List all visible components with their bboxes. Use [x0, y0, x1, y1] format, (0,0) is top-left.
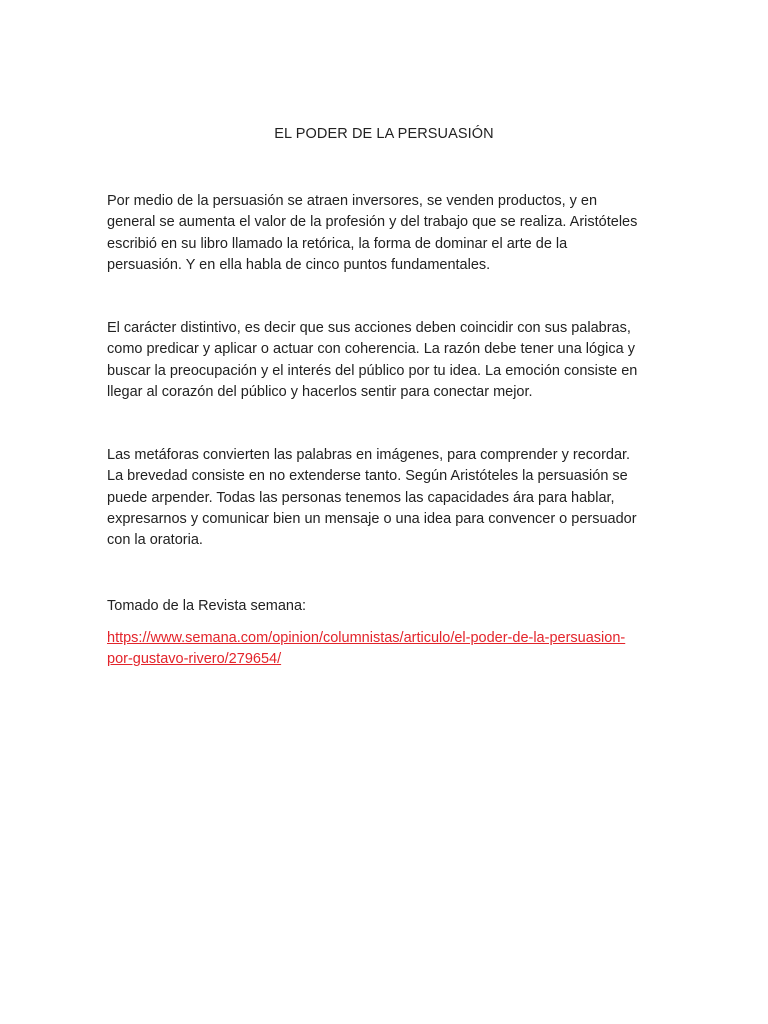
source-link[interactable]: https://www.semana.com/opinion/columnistas/articulo/el-poder-de-la-persuasion- por-gustavo-rivero/279654/: [107, 630, 626, 668]
source-label: Tomado de la Revista semana:: [107, 598, 307, 614]
paragraph-metaphors-brevity: Las metáforas convierten las palabras en imágenes, para comprender y recordar. La brevedad consiste en no extenderse tanto. Según Aristóteles la persuasión se puede arpender. Todas las personas tenemos las capacidades ára para hablar, expresarnos y comunicar bien un mensaje o una idea para convencer o persuador con la oratoria.: [107, 447, 637, 549]
paragraph-character-reason-emotion: El carácter distintivo, es decir que sus acciones deben coincidir con sus palabras, como predicar y aplicar o actuar con coherencia. La razón debe tener una lógica y buscar la preocupación y el interés del público por tu idea. La emoción consiste en llegar al corazón del público y hacerlos sentir para conectar mejor.: [107, 320, 638, 400]
paragraph-intro: Por medio de la persuasión se atraen inversores, se venden productos, y en general se aumenta el valor de la profesión y del trabajo que se realiza. Aristóteles escribió en su libro llamado la retórica, la forma de dominar el arte de la persuasión. Y en ella habla de cinco puntos fundamentales.: [107, 193, 638, 273]
document-title: EL PODER DE LA PERSUASIÓN: [274, 126, 494, 142]
